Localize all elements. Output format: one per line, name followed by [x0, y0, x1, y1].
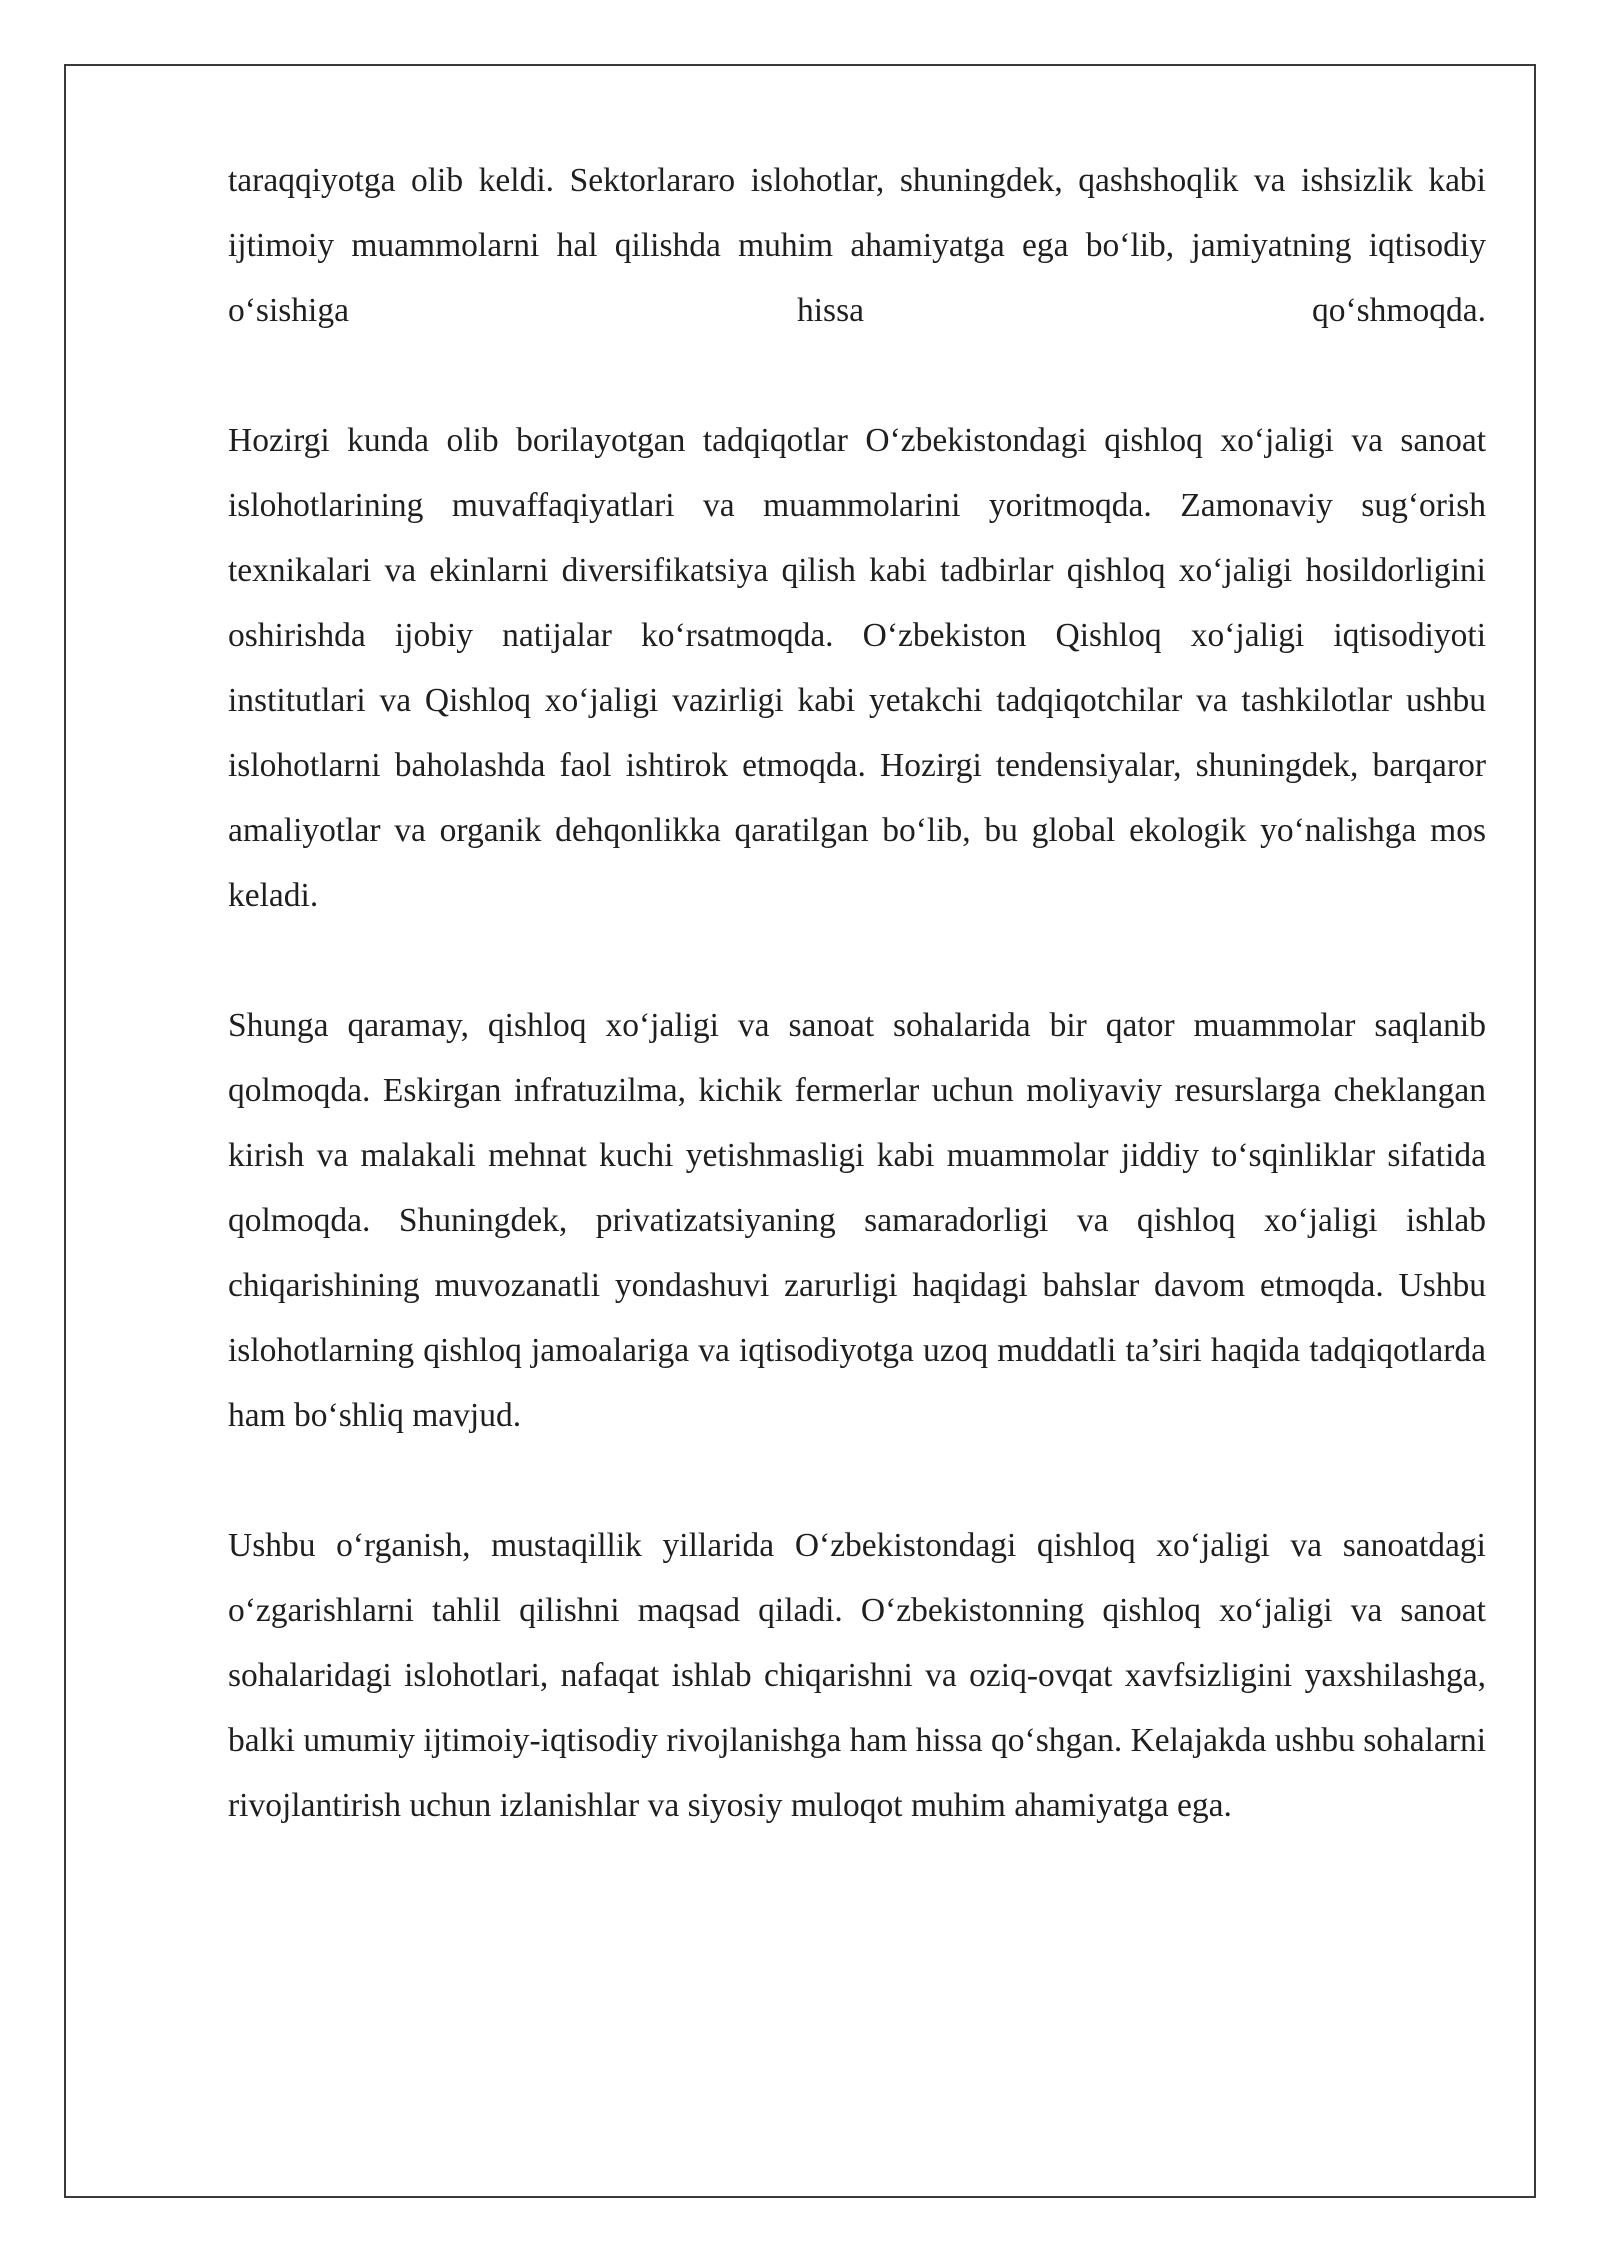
paragraph-1: taraqqiyotga olib keldi. Sektorlararo islohotlar, shuningdek, qashshoqlik va ishsizlik kabi ijtimoiy muammolarni hal qilishda muhim ahamiyatga ega bo‘lib, jamiyatning iqtisodiy o‘sishiga hissa qo‘shmoqda.: [228, 162, 1486, 329]
paragraph-2: Hozirgi kunda olib borilayotgan tadqiqotlar O‘zbekistondagi qishloq xo‘jaligi va sanoat islohotlarining muvaffaqiyatlari va muammolarini yoritmoqda. Zamonaviy sug‘orish texnikalari va ekinlarni diversifikatsiya qilish kabi tadbirlar qishloq xo‘jaligi hosildorligini oshirishda ijobiy natijalar ko‘rsatmoqda. O‘zbekiston Qishloq xo‘jaligi iqtisodiyoti institutlari va Qishloq xo‘jaligi vazirligi kabi yetakchi tadqiqotchilar va tashkilotlar ushbu islohotlarni baholashda faol ishtirok etmoqda. Hozirgi tendensiyalar, shuningdek, barqaror amaliyotlar va organik dehqonlikka qaratilgan bo‘lib, bu global ekologik yo‘nalishga mos keladi.: [228, 422, 1486, 914]
document-body: [228, 148, 1486, 1903]
paragraph-4: Ushbu o‘rganish, mustaqillik yillarida O‘zbekistondagi qishloq xo‘jaligi va sanoatdagi o‘zgarishlarni tahlil qilishni maqsad qiladi. O‘zbekistonning qishloq xo‘jaligi va sanoat sohalaridagi islohotlari, nafaqat ishlab chiqarishni va oziq-ovqat xavfsizligini yaxshilashga, balki umumiy ijtimoiy-iqtisodiy rivojlanishga ham hissa qo‘shgan. Kelajakda ushbu sohalarni rivojlantirish uchun izlanishlar va siyosiy muloqot muhim ahamiyatga ega.: [228, 1527, 1486, 1824]
paragraph-3: Shunga qaramay, qishloq xo‘jaligi va sanoat sohalarida bir qator muammolar saqlanib qolmoqda. Eskirgan infratuzilma, kichik fermerlar uchun moliyaviy resurslarga cheklangan kirish va malakali mehnat kuchi yetishmasligi kabi muammolar jiddiy to‘sqinliklar sifatida qolmoqda. Shuningdek, privatizatsiyaning samaradorligi va qishloq xo‘jaligi ishlab chiqarishining muvozanatli yondashuvi zarurligi haqidagi bahslar davom etmoqda. Ushbu islohotlarning qishloq jamoalariga va iqtisodiyotga uzoq muddatli ta’siri haqida tadqiqotlarda ham bo‘shliq mavjud.: [228, 1007, 1486, 1434]
